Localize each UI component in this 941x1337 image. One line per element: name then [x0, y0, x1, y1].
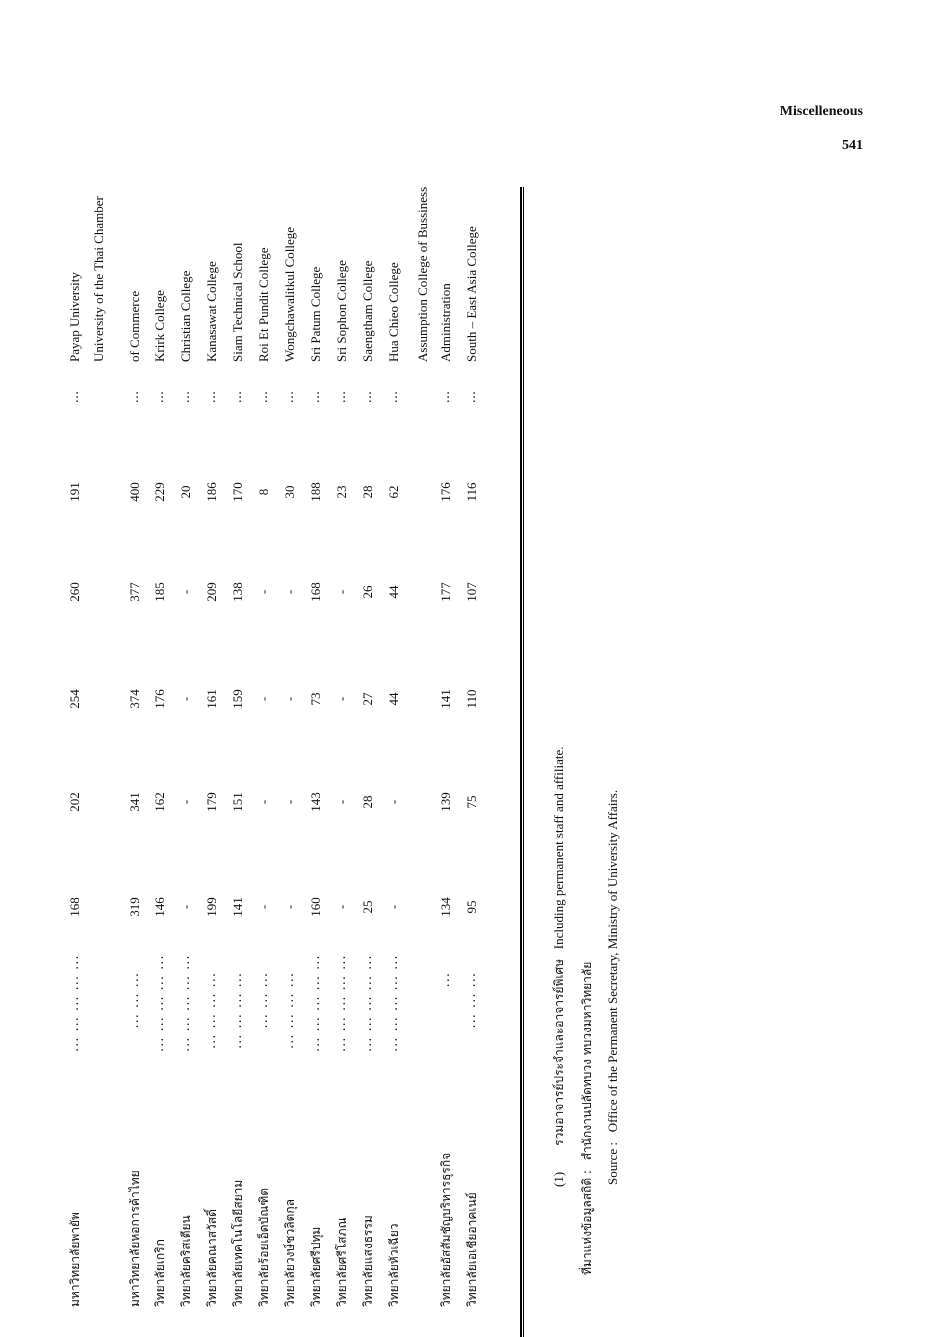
value-c3: 73	[308, 692, 323, 706]
value-c5: 116	[464, 482, 479, 502]
value-c4: 168	[308, 582, 323, 602]
value-c5: 8	[256, 488, 271, 496]
english-name: Kanasawat College	[204, 261, 219, 362]
value-c3: 159	[230, 689, 245, 709]
thai-name: มหาวิทยาลัยหอการค้าไทย	[128, 1170, 142, 1307]
value-c2: 202	[67, 792, 82, 812]
value-c3: 374	[127, 689, 142, 709]
thai-name: วิทยาลัยวงษ์ชวลิตกุล	[283, 1199, 297, 1307]
value-c3: 141	[438, 689, 453, 709]
value-c3: -	[334, 696, 349, 702]
english-name: Wongchawalitkul College	[282, 226, 297, 362]
english-name: Assumption College of Bussiness	[415, 186, 430, 362]
value-c2: 143	[308, 792, 323, 812]
leader-dots-2: ...	[308, 390, 323, 404]
value-c3: -	[282, 696, 297, 702]
leader-dots: ... ... ... ... ...	[152, 954, 167, 1052]
value-c1: 319	[127, 897, 142, 917]
leader-dots: ... ... ... ...	[204, 972, 219, 1049]
value-c5: 229	[152, 482, 167, 502]
thai-name: วิทยาลัยศรีโสภณ	[335, 1217, 349, 1307]
value-c1: -	[282, 904, 297, 910]
leader-dots: ... ... ... ...	[230, 972, 245, 1049]
table-top-rule	[520, 187, 522, 1337]
leader-dots: ... ... ... ... ...	[386, 954, 401, 1052]
leader-dots-2: ...	[178, 390, 193, 404]
value-c3: -	[256, 696, 271, 702]
table-bottom-rule	[523, 187, 524, 1337]
thai-name: วิทยาลัยคริสเตียน	[179, 1215, 193, 1307]
value-c4: 260	[67, 582, 82, 602]
english-name: Krirk College	[152, 290, 167, 362]
table-row	[277, 27, 303, 1307]
footnote-marker: (1)	[551, 1171, 566, 1187]
value-c2: -	[386, 799, 401, 805]
leader-dots: ... ... ...	[464, 972, 479, 1029]
value-c1: -	[178, 904, 193, 910]
english-name: Payap University	[67, 272, 82, 362]
table-row	[122, 27, 148, 1307]
thai-name: วิทยาลัยเกริก	[153, 1239, 167, 1307]
english-name: South – East Asia College	[464, 226, 479, 362]
leader-dots-2: ...	[464, 390, 479, 404]
footnote-thai: รวมอาจารย์ประจำและอาจารย์พิเศษ	[552, 959, 566, 1146]
table-row	[225, 27, 251, 1307]
value-c5: 191	[67, 482, 82, 502]
source-english-line	[605, 790, 621, 1185]
thai-name: วิทยาลัยศรีปทุม	[309, 1226, 323, 1307]
leader-dots-2: ...	[386, 390, 401, 404]
leader-dots: ...	[438, 972, 453, 988]
thai-name: วิทยาลัยเอเชียอาคเนย์	[465, 1192, 479, 1307]
value-c2: -	[178, 799, 193, 805]
table-row	[355, 27, 381, 1307]
value-c2: 139	[438, 792, 453, 812]
source-label-english: Source :	[605, 1142, 620, 1185]
table-row	[147, 27, 173, 1307]
table-row	[86, 27, 112, 1307]
leader-dots-2: ...	[256, 390, 271, 404]
value-c5: 62	[386, 485, 401, 499]
value-c5: 23	[334, 485, 349, 499]
thai-name: มหาวิทยาลัยพายัพ	[68, 1212, 82, 1307]
value-c4: -	[178, 589, 193, 595]
value-c4: 185	[152, 582, 167, 602]
value-c5: 30	[282, 485, 297, 499]
value-c1: 199	[204, 897, 219, 917]
leader-dots-2: ...	[334, 390, 349, 404]
value-c2: 179	[204, 792, 219, 812]
value-c5: 186	[204, 482, 219, 502]
table-row	[329, 27, 355, 1307]
thai-name: วิทยาลัยแสงธรรม	[361, 1215, 375, 1307]
thai-name: วิทยาลัยร้อยเอ็ดบัณฑิต	[257, 1187, 271, 1307]
value-c2: 75	[464, 795, 479, 809]
section-title: Miscelleneous	[779, 104, 863, 119]
thai-name: วิทยาลัยหัวเฉียว	[387, 1223, 401, 1307]
leader-dots: ... ... ...	[127, 972, 142, 1029]
thai-name: วิทยาลัยเทคโนโลยีสยาม	[231, 1179, 245, 1307]
leader-dots-2: ...	[67, 390, 82, 404]
leader-dots-2: ...	[204, 390, 219, 404]
value-c1: 95	[464, 900, 479, 914]
leader-dots: ... ... ... ... ...	[334, 954, 349, 1052]
english-name: Christian College	[178, 270, 193, 362]
leader-dots-2: ...	[127, 390, 142, 404]
value-c5: 176	[438, 482, 453, 502]
leader-dots-2: ...	[360, 390, 375, 404]
value-c1: -	[386, 904, 401, 910]
value-c2: 162	[152, 792, 167, 812]
value-c5: 188	[308, 482, 323, 502]
leader-dots-2: ...	[230, 390, 245, 404]
value-c4: 107	[464, 582, 479, 602]
footnote-english: Including permanent staff and affiliate.	[551, 746, 566, 950]
value-c1: 141	[230, 897, 245, 917]
value-c4: -	[334, 589, 349, 595]
table-row	[459, 27, 485, 1307]
english-name: Siam Technical School	[230, 242, 245, 362]
value-c3: 110	[464, 689, 479, 709]
leader-dots: ... ... ...	[256, 972, 271, 1029]
value-c3: 176	[152, 689, 167, 709]
table-row	[251, 27, 277, 1307]
value-c4: 26	[360, 585, 375, 599]
value-c2: -	[334, 799, 349, 805]
page-number: 541	[842, 138, 863, 153]
english-name: Sri Patum College	[308, 266, 323, 362]
leader-dots: ... ... ... ... ...	[308, 954, 323, 1052]
value-c3: -	[178, 696, 193, 702]
table-row	[199, 27, 225, 1307]
value-c4: 209	[204, 582, 219, 602]
english-name: Roi Et Pundit College	[256, 247, 271, 362]
value-c1: 134	[438, 897, 453, 917]
value-c2: 28	[360, 795, 375, 809]
english-name: of Commerce	[127, 290, 142, 362]
english-name: University of the Thai Chamber	[91, 196, 106, 362]
source-label-thai: ที่มาแห่งข้อมูลสถิติ :	[580, 1170, 594, 1275]
value-c3: 44	[386, 692, 401, 706]
value-c5: 20	[178, 485, 193, 499]
leader-dots: ... ... ... ... ...	[67, 954, 82, 1052]
english-name: Sri Sophon College	[334, 260, 349, 362]
leader-dots-2: ...	[152, 390, 167, 404]
leader-dots: ... ... ... ... ...	[178, 954, 193, 1052]
table-row	[381, 27, 407, 1307]
table-row	[62, 27, 88, 1307]
table-row	[173, 27, 199, 1307]
value-c1: 168	[67, 897, 82, 917]
value-c4: 44	[386, 585, 401, 599]
value-c5: 170	[230, 482, 245, 502]
value-c4: 177	[438, 582, 453, 602]
value-c1: -	[256, 904, 271, 910]
footnote-1	[550, 746, 569, 1187]
value-c4: -	[282, 589, 297, 595]
thai-name: วิทยาลัยอัสสัมชัญบริหารธุรกิจ	[439, 1152, 453, 1307]
value-c1: 160	[308, 897, 323, 917]
thai-name: วิทยาลัยคณาสวัสดิ์	[205, 1209, 219, 1307]
value-c4: -	[256, 589, 271, 595]
leader-dots: ... ... ... ... ...	[360, 954, 375, 1052]
value-c1: -	[334, 904, 349, 910]
value-c2: 341	[127, 792, 142, 812]
leader-dots-2: ...	[282, 390, 297, 404]
source-thai-line	[578, 962, 597, 1275]
value-c2: -	[256, 799, 271, 805]
value-c3: 161	[204, 689, 219, 709]
value-c4: 377	[127, 582, 142, 602]
value-c2: 151	[230, 792, 245, 812]
source-english: Office of the Permanent Secretary, Ministry of University Affairs.	[605, 789, 620, 1133]
english-name: Administration	[438, 283, 453, 362]
source-thai: สำนักงานปลัดทบวง ทบวงมหาวิทยาลัย	[580, 961, 594, 1161]
value-c2: -	[282, 799, 297, 805]
value-c5: 28	[360, 485, 375, 499]
value-c1: 146	[152, 897, 167, 917]
value-c5: 400	[127, 482, 142, 502]
leader-dots: ... ... ... ...	[282, 972, 297, 1049]
leader-dots-2: ...	[438, 390, 453, 404]
table-row	[303, 27, 329, 1307]
value-c3: 254	[67, 689, 82, 709]
value-c4: 138	[230, 582, 245, 602]
value-c1: 25	[360, 900, 375, 914]
english-name: Saengtham College	[360, 260, 375, 362]
value-c3: 27	[360, 692, 375, 706]
english-name: Hua Chieo College	[386, 262, 401, 362]
table-row	[433, 27, 459, 1307]
